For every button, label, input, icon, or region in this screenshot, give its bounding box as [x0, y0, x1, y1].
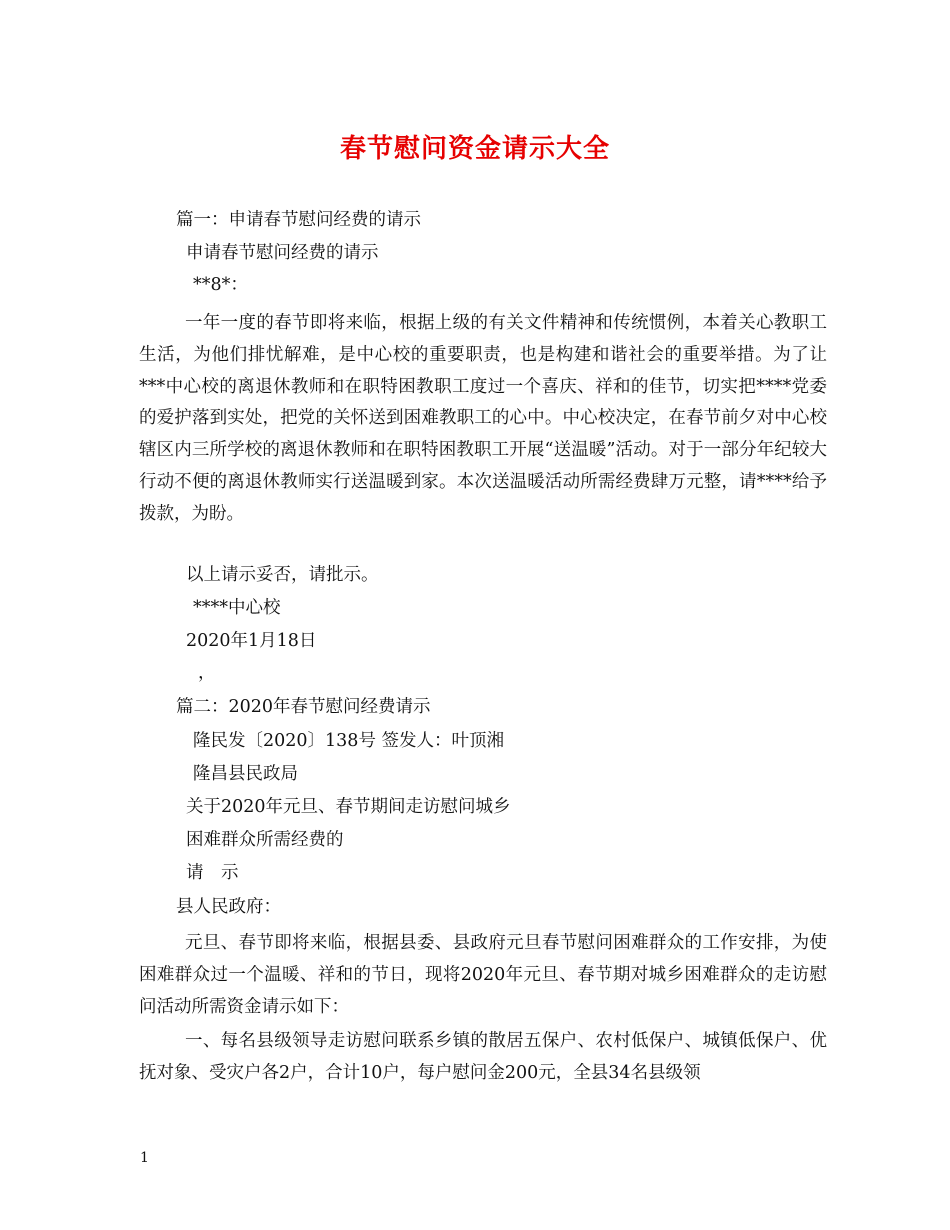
section2-recipient: 县人民政府： [176, 897, 281, 917]
section1-body: 一年一度的春节即将来临，根据上级的有关文件精神和传统惯例，本着关心教职工生活，为他们排忧解难，是中心校的重要职责，也是构建和谐社会的重要举措。为了让***中心校的离退休教师和在职特困教职工度过一个喜庆、祥和的佳节，切实把****党委的爱护落到实处，把党的关怀送到困难教职工的心中。中心校决定，在春节前夕对中心校辖区内三所学校的离退休教师和在职特困教职工开展“送温暖”活动。对于一部分年纪较大行动不便的离退休教师实行送温暖到家。本次送温暖活动所需经费肆万元整，请****给予拨款，为盼。 [139, 313, 827, 524]
section1-signature: ****中心校 [193, 598, 281, 618]
section2-issuer: 隆昌县民政局 [193, 764, 298, 784]
section1-heading: 篇一：申请春节慰问经费的请示 [176, 210, 421, 230]
section2-body2: 一、每名县级领导走访慰问联系乡镇的散居五保户、农村低保户、城镇低保户、优抚对象、受灾户各2户，合计10户，每户慰问金200元，全县34名县级领 [139, 1031, 827, 1083]
section2-doc-number: 隆民发〔2020〕138号 签发人：叶顶湘 [193, 731, 504, 751]
section1-separator: ， [198, 663, 216, 683]
page-number: 1 [140, 1150, 149, 1166]
section2-heading: 篇二：2020年春节慰问经费请示 [176, 697, 431, 717]
section1-recipient: **8*： [193, 275, 248, 295]
section1-date: 2020年1月18日 [186, 631, 317, 651]
section2-subject-line2: 困难群众所需经费的 [186, 830, 344, 850]
section2-body1: 元旦、春节即将来临，根据县委、县政府元旦春节慰问困难群众的工作安排，为使困难群众过一个温暖、祥和的节日，现将2020年元旦、春节期对城乡困难群众的走访慰问活动所需资金请示如下： [139, 933, 827, 1017]
document-title: 春节慰问资金请示大全 [339, 134, 610, 164]
section1-subheading: 申请春节慰问经费的请示 [186, 243, 379, 263]
section1-closing: 以上请示妥否，请批示。 [186, 565, 379, 585]
section2-subject-line1: 关于2020年元旦、春节期间走访慰问城乡 [186, 797, 511, 817]
section2-subject-line3: 请 示 [186, 863, 239, 883]
